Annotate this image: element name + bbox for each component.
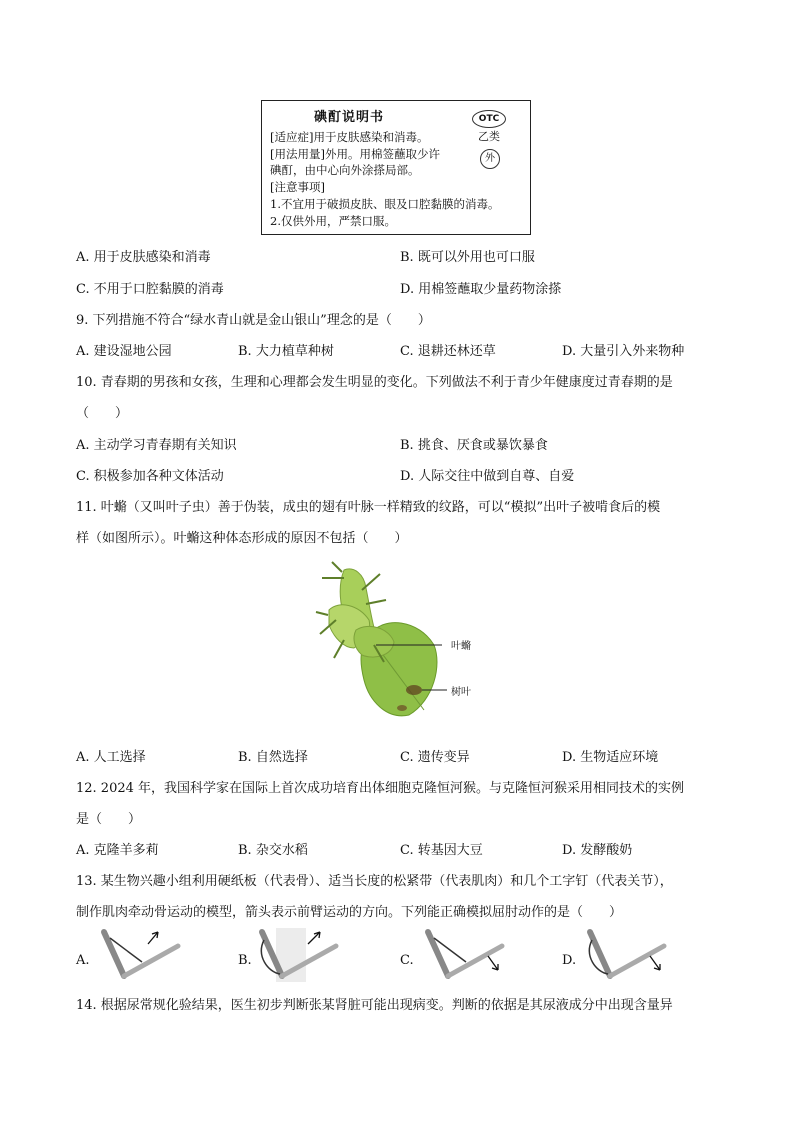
q10-option-c[interactable]: C. 积极参加各种文体活动 (76, 469, 224, 484)
q9-option-a[interactable]: A. 建设湿地公园 (76, 344, 172, 359)
q8-option-d[interactable]: D. 用棉签蘸取少量药物涂搽 (400, 282, 562, 297)
label-line: 1.不宜用于破损皮肤、眼及口腔黏膜的消毒。 (270, 197, 500, 211)
q12-option-c[interactable]: C. 转基因大豆 (400, 843, 483, 858)
q13-option-b-diagram[interactable] (254, 928, 340, 982)
q9-option-b[interactable]: B. 大力植草种树 (238, 344, 334, 359)
otc-class: 乙类 (478, 130, 500, 143)
q13-option-b-label[interactable]: B. (238, 953, 252, 968)
q13-option-a-diagram[interactable] (96, 928, 182, 982)
q14-stem: 14. 根据尿常规化验结果，医生初步判断张某肾脏可能出现病变。判断的依据是其尿液成分中出现含量异 (76, 998, 673, 1013)
q10-option-d[interactable]: D. 人际交往中做到自尊、自爱 (400, 469, 575, 484)
q10-stem-cont: （ ） (76, 406, 129, 421)
q12-option-a[interactable]: A. 克隆羊多莉 (76, 843, 159, 858)
q13-stem: 13. 某生物兴趣小组利用硬纸板（代表骨）、适当长度的松紧带（代表肌肉）和几个工字钉（代表关节）， (76, 874, 673, 889)
q13-option-c-label[interactable]: C. (400, 953, 414, 968)
q8-option-b[interactable]: B. 既可以外用也可口服 (400, 250, 535, 265)
q10-stem: 10. 青春期的男孩和女孩，生理和心理都会发生明显的变化。下列做法不利于青少年健康度过青春期的是 (76, 375, 673, 390)
q11-option-a[interactable]: A. 人工选择 (76, 750, 146, 765)
q8-option-a[interactable]: A. 用于皮肤感染和消毒 (76, 250, 211, 265)
q11-stem-cont: 样（如图所示）。叶䗛这种体态形成的原因不包括（ ） (76, 531, 408, 546)
q13-option-d-diagram[interactable] (582, 928, 668, 982)
q8-option-c[interactable]: C. 不用于口腔黏膜的消毒 (76, 282, 224, 297)
label-line: [注意事项] (270, 180, 325, 194)
figure-label-leaf-insect: 叶䗛 (451, 641, 471, 652)
q13-stem-cont: 制作肌肉牵动骨运动的模型，箭头表示前臂运动的方向。下列能正确模拟屈肘动作的是（ ） (76, 905, 623, 920)
label-line: 2.仅供外用，严禁口服。 (270, 214, 396, 228)
q9-option-d[interactable]: D. 大量引入外来物种 (562, 344, 685, 359)
external-use-badge: 外 (480, 149, 500, 169)
q9-option-c[interactable]: C. 退耕还林还草 (400, 344, 496, 359)
label-title: 碘酊说明书 (314, 110, 385, 125)
q10-option-a[interactable]: A. 主动学习青春期有关知识 (76, 438, 237, 453)
label-line: [适应症]用于皮肤感染和消毒。 (270, 130, 429, 144)
q9-stem: 9. 下列措施不符合“绿水青山就是金山银山”理念的是（ ） (76, 313, 431, 328)
instruction-label (261, 100, 531, 235)
otc-badge: OTC (472, 110, 506, 128)
q10-option-b[interactable]: B. 挑食、厌食或暴饮暴食 (400, 438, 548, 453)
q13-option-a-label[interactable]: A. (76, 953, 90, 968)
label-line: [用法用量]外用。用棉签蘸取少许 (270, 147, 440, 161)
q13-option-c-diagram[interactable] (420, 928, 506, 982)
q12-option-d[interactable]: D. 发酵酸奶 (562, 843, 633, 858)
q11-option-c[interactable]: C. 遗传变异 (400, 750, 470, 765)
figure-label-leaf: 树叶 (451, 687, 471, 698)
q11-option-d[interactable]: D. 生物适应环境 (562, 750, 659, 765)
q11-stem: 11. 叶䗛（又叫叶子虫）善于伪装，成虫的翅有叶脉一样精致的纹路，可以“模拟”出叶子被啃食后的模 (76, 500, 661, 515)
q13-option-d-label[interactable]: D. (562, 953, 577, 968)
q11-option-b[interactable]: B. 自然选择 (238, 750, 308, 765)
label-line: 碘酊，由中心向外涂搽局部。 (270, 163, 420, 177)
q12-stem: 12. 2024 年，我国科学家在国际上首次成功培育出体细胞克隆恒河猴。与克隆恒河猴采用相同技术的实例 (76, 781, 685, 796)
q12-stem-cont: 是（ ） (76, 812, 142, 827)
q12-option-b[interactable]: B. 杂交水稻 (238, 843, 308, 858)
